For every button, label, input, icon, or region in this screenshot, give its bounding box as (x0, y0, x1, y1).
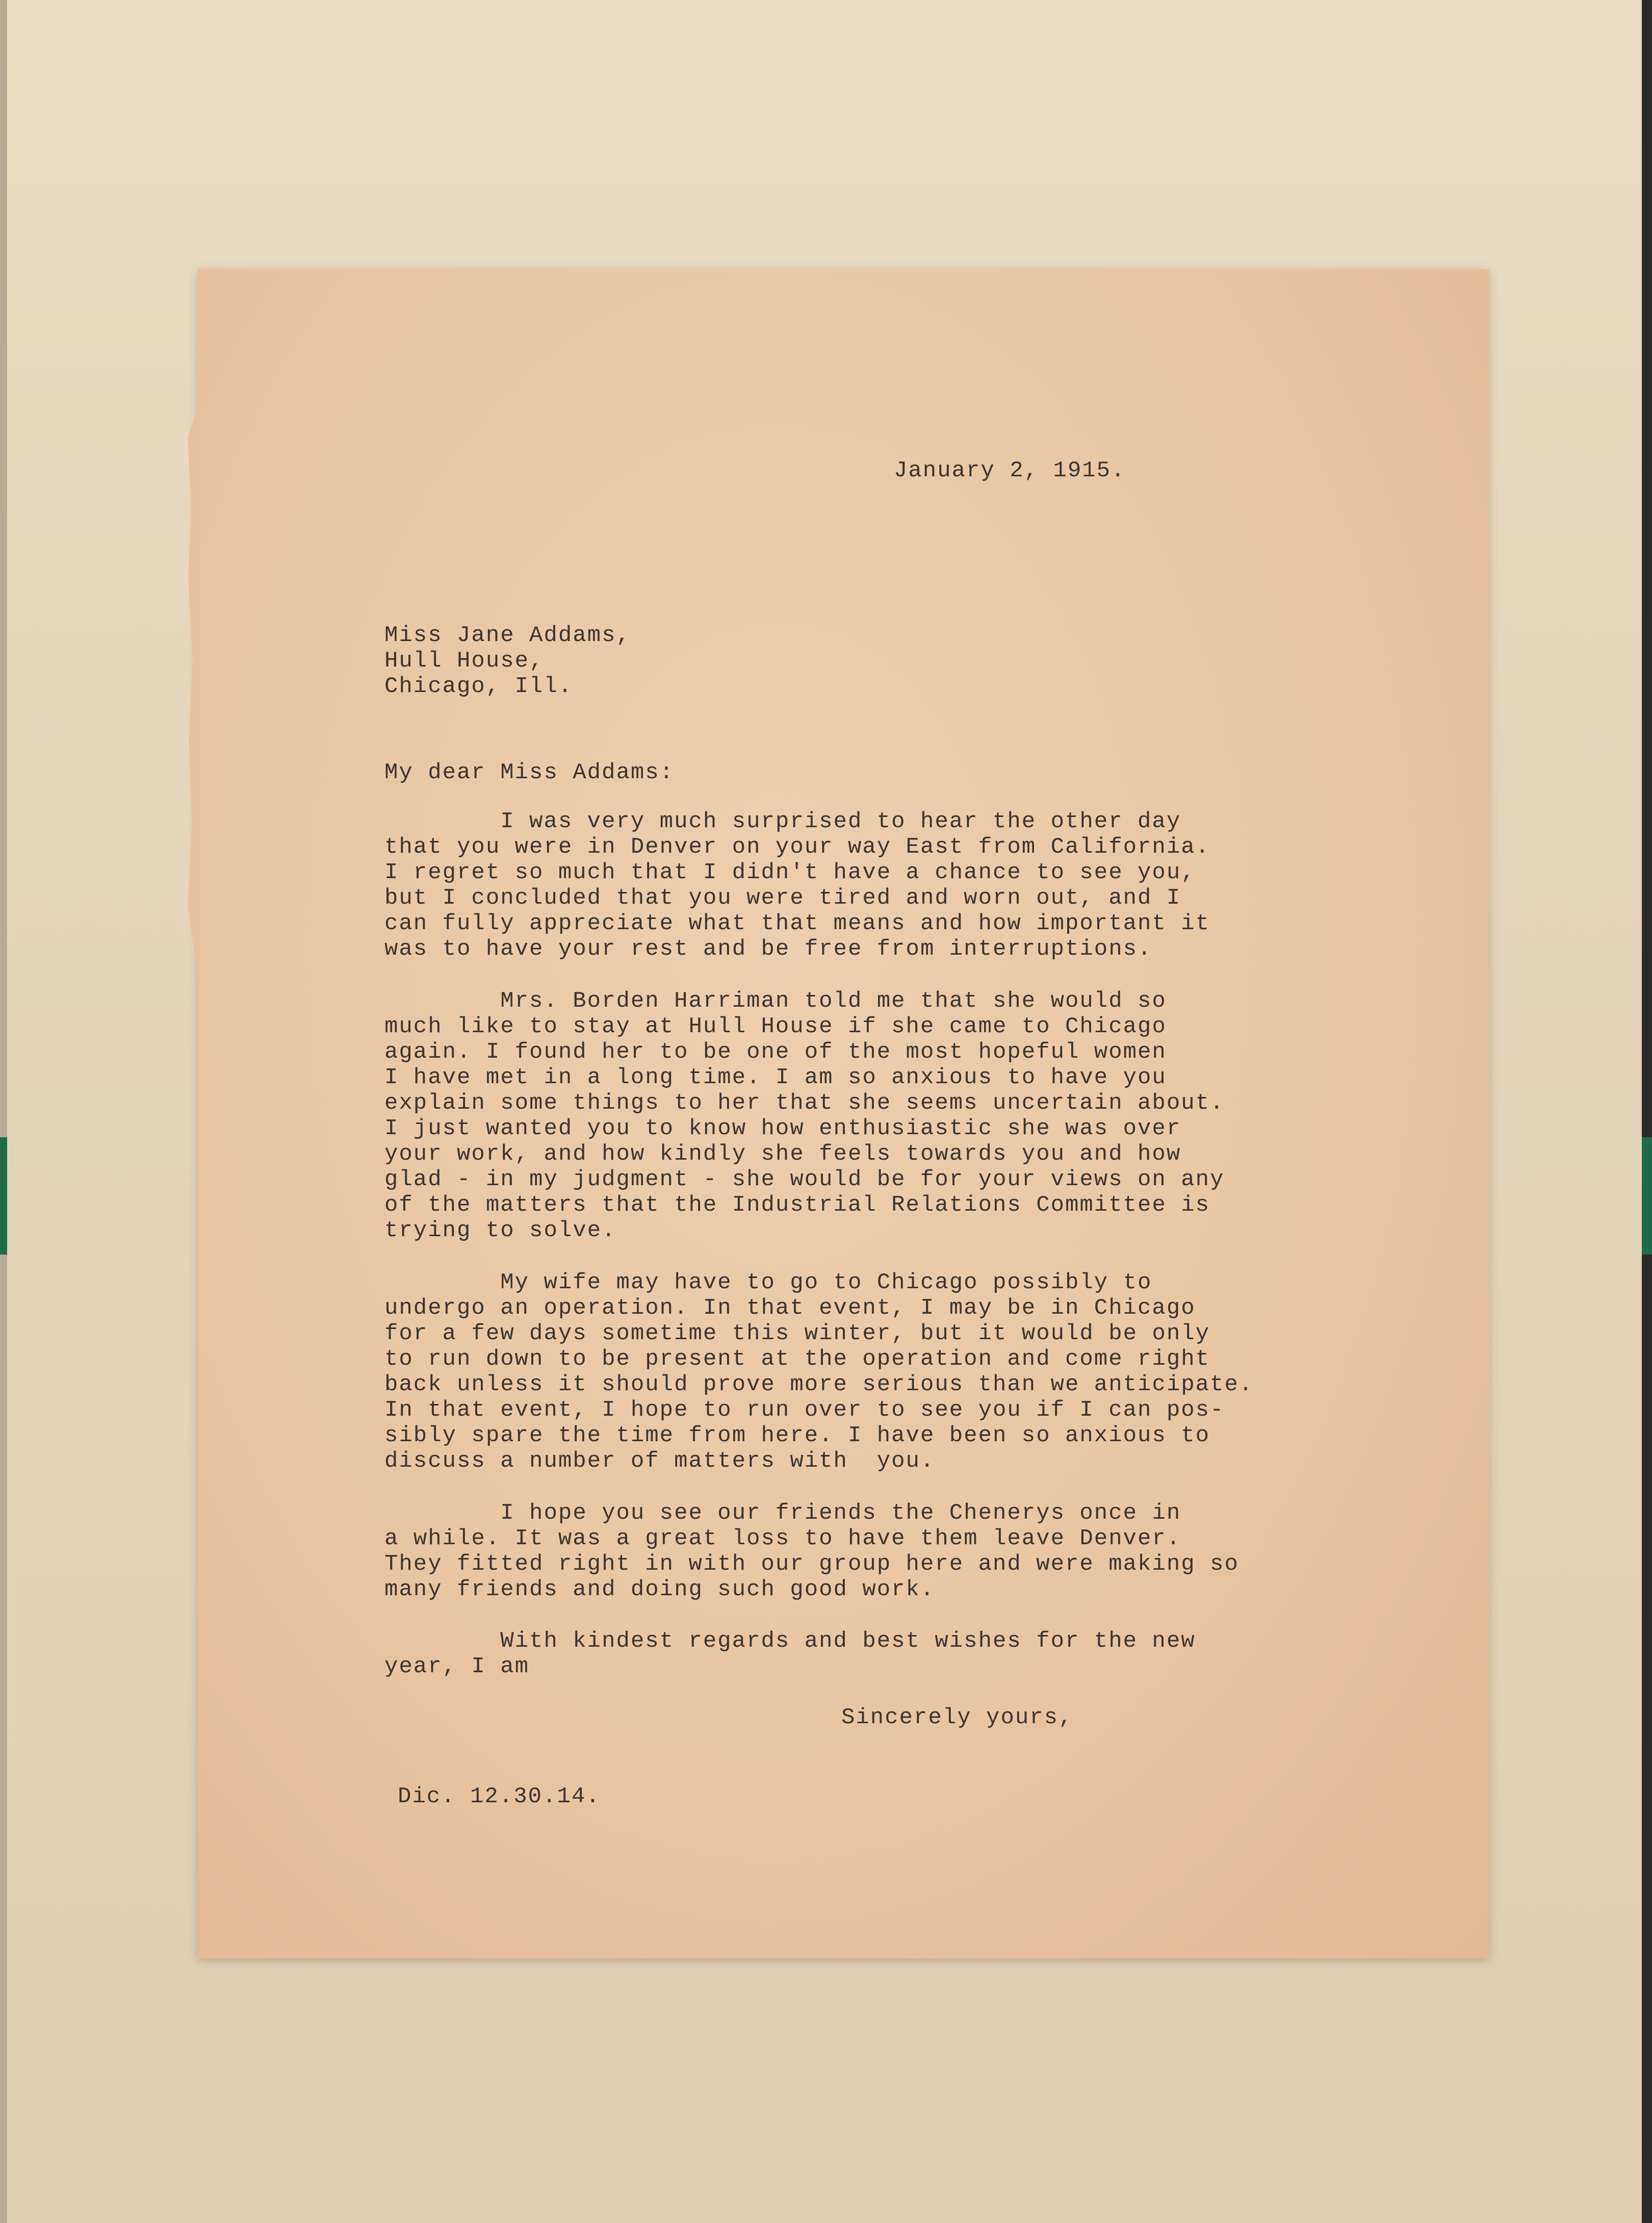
paragraph-5-line: year, I am (384, 1654, 530, 1679)
paragraph-4-line: They fitted right in with our group here and were making so (384, 1551, 1239, 1577)
paragraph-2-line: I just wanted you to know how enthusiastic she was over (384, 1116, 1181, 1141)
address-line-org: Hull House, (384, 648, 544, 674)
address-line-city: Chicago, Ill. (384, 674, 573, 699)
paragraph-4-line: I hope you see our friends the Chenerys once in (384, 1500, 1181, 1526)
closing: Sincerely yours, (841, 1705, 1073, 1730)
letter-page (198, 269, 1489, 1958)
paragraph-2-line: explain some things to her that she seems uncertain about. (384, 1090, 1225, 1116)
paragraph-2-line: again. I found her to be one of the most hopeful women (384, 1039, 1167, 1065)
paragraph-4-line: many friends and doing such good work. (384, 1577, 935, 1602)
paragraph-3-line: for a few days sometime this winter, but it would be only (384, 1321, 1210, 1346)
paragraph-2-line: much like to stay at Hull House if she came to Chicago (384, 1014, 1167, 1039)
paragraph-1-line: was to have your rest and be free from interruptions. (384, 936, 1152, 962)
paragraph-4-line: a while. It was a great loss to have them leave Denver. (384, 1526, 1181, 1551)
scan-edge-left (0, 0, 7, 2223)
dictation-note: Dic. 12.30.14. (398, 1784, 601, 1809)
paragraph-1-line: I regret so much that I didn't have a chance to see you, (384, 860, 1196, 885)
paragraph-1-line: I was very much surprised to hear the other day (384, 809, 1181, 834)
paragraph-2-line: Mrs. Borden Harriman told me that she would so (384, 988, 1167, 1014)
salutation: My dear Miss Addams: (384, 760, 675, 785)
paragraph-1-line: that you were in Denver on your way East from California. (384, 834, 1210, 860)
paragraph-1-line: can fully appreciate what that means and how important it (384, 911, 1210, 936)
address-line-name: Miss Jane Addams, (384, 623, 631, 648)
letter-date: January 2, 1915. (894, 458, 1126, 483)
scan-edge-right (1642, 0, 1652, 2223)
paragraph-2-line: I have met in a long time. I am so anxious to have you (384, 1065, 1167, 1090)
paragraph-2-line: of the matters that the Industrial Relations Committee is (384, 1192, 1210, 1218)
paragraph-2-line: glad - in my judgment - she would be for your views on any (384, 1167, 1225, 1192)
paragraph-5-line: With kindest regards and best wishes for the new (384, 1628, 1196, 1654)
letter-text (198, 269, 1489, 1958)
paragraph-3-line: undergo an operation. In that event, I may be in Chicago (384, 1295, 1196, 1321)
paragraph-3-line: sibly spare the time from here. I have been so anxious to (384, 1423, 1210, 1448)
paragraph-1-line: but I concluded that you were tired and worn out, and I (384, 885, 1181, 911)
paragraph-3-line: to run down to be present at the operation and come right (384, 1346, 1210, 1372)
paragraph-2-line: your work, and how kindly she feels towards you and how (384, 1141, 1181, 1167)
paragraph-3-line: In that event, I hope to run over to see you if I can pos- (384, 1397, 1225, 1423)
scan-edge-marker (1642, 1137, 1652, 1255)
paragraph-3-line: discuss a number of matters with you. (384, 1448, 935, 1474)
paragraph-3-line: My wife may have to go to Chicago possibly to (384, 1270, 1152, 1295)
paragraph-3-line: back unless it should prove more serious than we anticipate. (384, 1372, 1254, 1397)
scan-edge-marker (0, 1137, 7, 1255)
paragraph-2-line: trying to solve. (384, 1218, 616, 1243)
